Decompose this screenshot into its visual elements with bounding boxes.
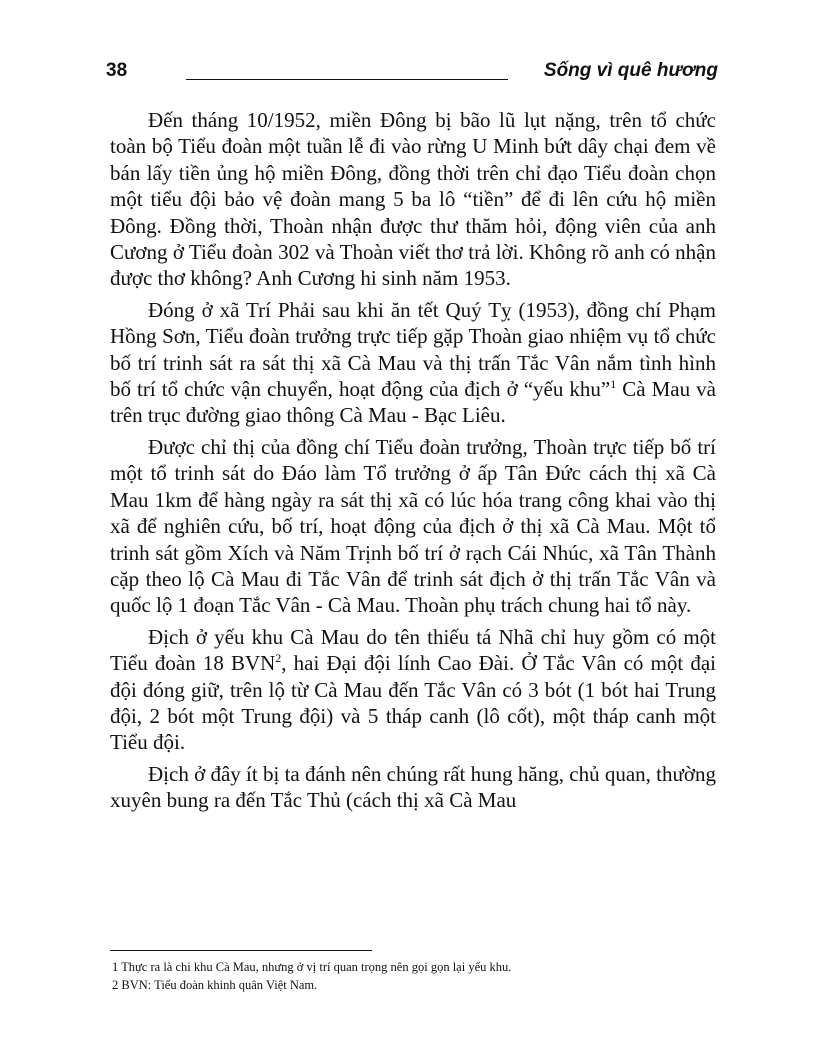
page-number: 38 [106, 60, 128, 81]
header-rule [186, 79, 508, 80]
page-header [106, 60, 718, 86]
paragraph-2 [110, 297, 716, 429]
footnote-1: 1 Thực ra là chi khu Cà Mau, nhưng ở vị trí quan trọng nên gọi gọn lại yếu khu. [112, 960, 512, 974]
paragraph-3: Được chỉ thị của đồng chí Tiểu đoàn trưởng, Thoàn trực tiếp bố trí một tổ trinh sát do Đáo làm Tổ trưởng ở ấp Tân Đức cách thị xã Cà Mau 1km để hàng ngày ra sát thị xã có lúc hóa trang công khai vào thị xã để nghiên cứu, bố trí, hoạt động của địch ở thị xã Cà Mau. Một tổ trinh sát gồm Xích và Năm Trịnh bố trí ở rạch Cái Nhúc, xã Tân Thành cặp theo lộ Cà Mau đi Tắc Vân để trinh sát địch ở thị trấn Tắc Vân và quốc lộ 1 đoạn Tắc Vân - Cà Mau. Thoàn phụ trách chung hai tổ này. [110, 434, 716, 618]
paragraph-4-text: Địch ở yếu khu Cà Mau do tên thiếu tá Nhã chỉ huy gồm có một Tiểu đoàn 18 BVN [110, 624, 716, 676]
footnote-2: 2 BVN: Tiểu đoàn khinh quân Việt Nam. [112, 978, 318, 992]
footnotes [112, 958, 712, 994]
body-text [110, 107, 716, 819]
paragraph-2-text: Đóng ở xã Trí Phải sau khi ăn tết Quý Tỵ (1953), đồng chí Phạm Hồng Sơn, Tiểu đoàn trưởng trực tiếp gặp Thoàn giao nhiệm vụ tổ chức bố trí trinh sát ra sát thị xã Cà Mau và thị trấn Tắc Vân nắm tình hình bố trí tổ chức vận chuyển, hoạt động của địch ở “yếu khu” [110, 297, 716, 402]
footnote-ref-1: 1 [610, 377, 617, 392]
footnote-rule [110, 950, 372, 951]
paragraph-5: Địch ở đây ít bị ta đánh nên chúng rất hung hăng, chủ quan, thường xuyên bung ra đến Tắc Thủ (cách thị xã Cà Mau [110, 761, 716, 813]
paragraph-4 [110, 624, 716, 756]
paragraph-4-text-cont: , hai Đại đội lính Cao Đài. Ở Tắc Vân có một đại đội đóng giữ, trên lộ từ Cà Mau đến Tắc Vân có 3 bót (1 bót hai Trung đội, 2 bót một Trung đội) và 5 tháp canh (lô cốt), một tháp canh một Tiểu đội. [110, 651, 716, 755]
footnote-ref-2: 2 [275, 651, 282, 666]
running-title: Sống vì quê hương [543, 60, 718, 81]
paragraph-2-text-cont: Cà Mau và trên trục đường giao thông Cà Mau - Bạc Liêu. [110, 377, 716, 428]
paragraph-1: Đến tháng 10/1952, miền Đông bị bão lũ lụt nặng, trên tổ chức toàn bộ Tiểu đoàn một tuần lễ đi vào rừng U Minh bứt dây chại đem về bán lấy tiền ủng hộ miền Đông, đồng thời trên chỉ đạo Tiểu đoàn chọn một tiểu đội bảo vệ đoàn mang 5 ba lô “tiền” để đi lên cứu hộ miền Đông. Đồng thời, Thoàn nhận được thư thăm hỏi, động viên của anh Cương ở Tiểu đoàn 302 và Thoàn viết thơ trả lời. Không rõ anh có nhận được thơ không? Anh Cương hi sinh năm 1953. [110, 108, 716, 291]
